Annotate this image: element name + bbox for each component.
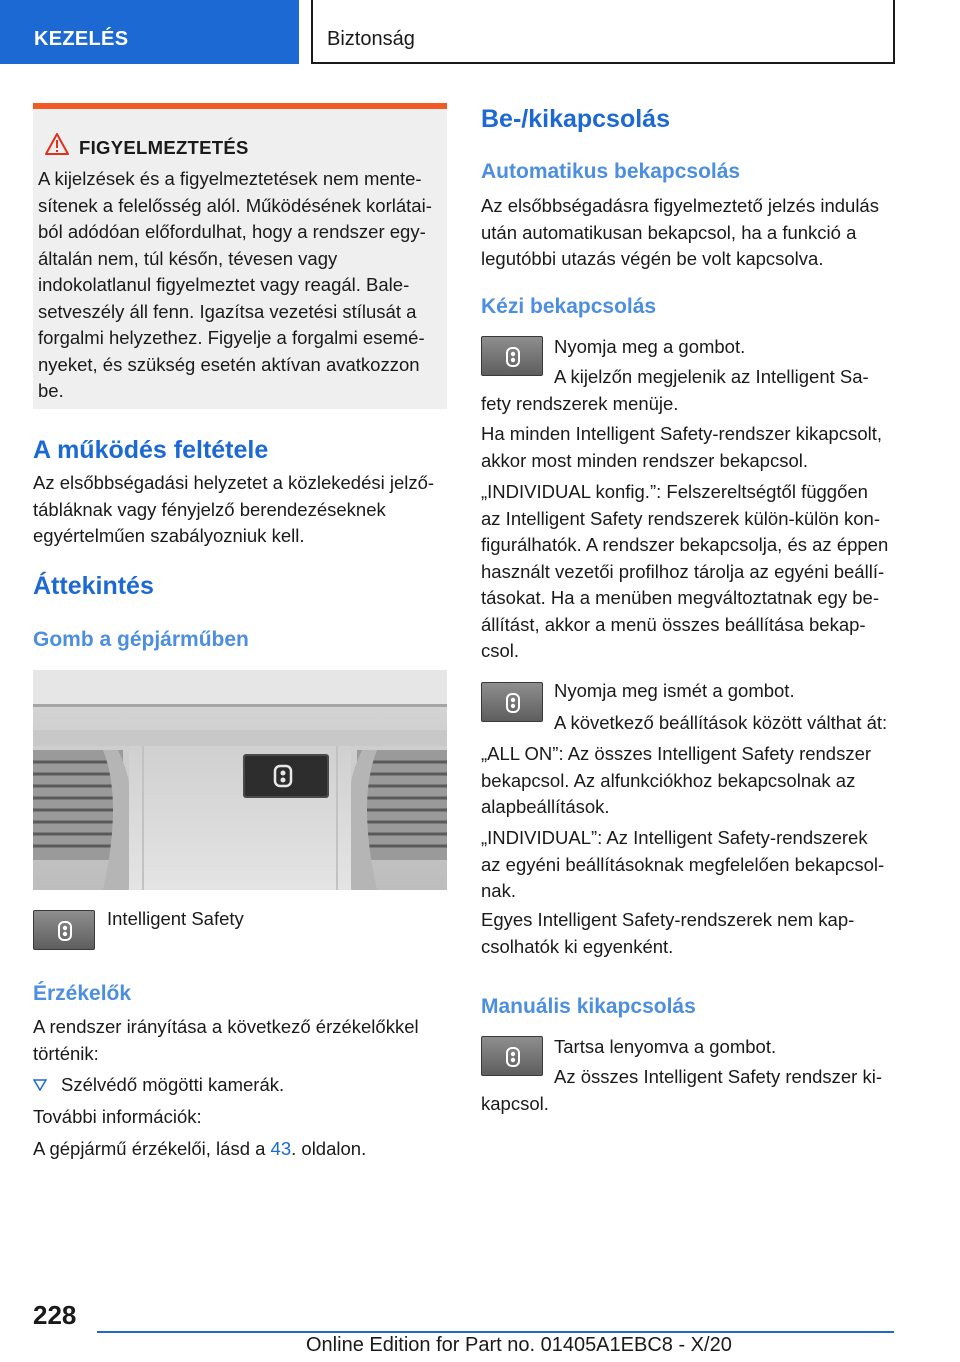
triangle-bullet-icon <box>33 1079 47 1091</box>
hold-button-text: Tartsa lenyomva a gombot. <box>554 1036 777 1057</box>
text-line: Egyes Intelligent Safety-rendszerek nem kap- <box>481 909 855 930</box>
bullet-item: Szélvédő mögötti kamerák. <box>61 1074 285 1095</box>
text-line: bekapcsol. Az alfunkciókhoz bekapcsolnak az <box>481 769 856 791</box>
menu-text-line1: A kijelzőn megjelenik az Intelligent Sa- <box>554 366 869 387</box>
text-line: történik: <box>33 1042 99 1064</box>
individual-text <box>481 825 897 905</box>
heading-manual-off: Manuális kikapcsolás <box>481 995 696 1018</box>
text-line: „ALL ON”: Az összes Intelligent Safety rendszer <box>481 743 872 764</box>
warning-line: setveszély áll fenn. Igazítsa vezetési stílusát a <box>38 300 417 322</box>
header-chapter-tab <box>311 0 895 64</box>
text-line: alapbeállítások. <box>481 796 610 817</box>
warning-line: A kijelzések és a figyelmeztetések nem mente- <box>38 168 422 189</box>
reference-prefix: A gépjármű érzékelői, lásd a <box>33 1138 271 1159</box>
heading-overview: Áttekintés <box>33 572 154 600</box>
all-off-line2: kapcsol. <box>481 1093 549 1114</box>
footer-divider <box>97 1331 894 1333</box>
text-line: egyértelműen szabályozniuk kell. <box>33 525 305 546</box>
text-line: figurálhatók. A rendszer bekapcsolja, és az éppen <box>481 534 889 555</box>
some-systems-text <box>481 907 897 960</box>
text-line: tábláknak vagy fényjelző berendezéseknek <box>33 498 386 520</box>
more-info-text: További információk: <box>33 1106 202 1127</box>
heading-sensors: Érzékelők <box>33 982 132 1005</box>
reference-text <box>33 1136 366 1163</box>
auto-on-text <box>481 193 897 273</box>
text-line: használt vezetői profilhoz tárolja az egyéni beállí- <box>481 560 885 582</box>
text-line: „INDIVIDUAL konfig.”: Felszereltségtől függően <box>481 481 868 502</box>
text-line: A rendszer irányítása a következő érzékelőkkel <box>33 1016 419 1037</box>
warning-line: nyeket, és szükség esetén aktívan avatkozzon <box>38 353 420 375</box>
heading-auto-on: Automatikus bekapcsolás <box>481 160 741 183</box>
text-line: legutóbbi utazás végén be volt kapcsolva. <box>481 248 824 269</box>
warning-line: sítenek a felelősség alól. Működésének korlátai- <box>38 194 432 216</box>
warning-line: indokolatlanul figyelmeztet vagy reagál. Bale- <box>38 274 410 295</box>
all-off-text <box>481 421 897 474</box>
menu-text-line2: fety rendszerek menüje. <box>481 393 679 414</box>
text-line: állítást, akkor a menü összes beállítása bekap- <box>481 613 866 635</box>
conditions-text <box>33 470 447 550</box>
warning-text <box>38 166 448 405</box>
text-line: az egyéni beállításoknak megfelelően bekapcsol- <box>481 853 885 875</box>
page-reference-link[interactable]: 43 <box>270 1138 292 1159</box>
text-line: csol. <box>481 640 520 661</box>
header-section-label: KEZELÉS <box>34 28 129 50</box>
text-line: „INDIVIDUAL”: Az Intelligent Safety-rendszerek <box>481 827 868 848</box>
heading-conditions: A működés feltétele <box>33 436 269 464</box>
text-line: Az elsőbbségadási helyzetet a közlekedési jelző- <box>33 472 435 493</box>
text-line: akkor most minden rendszer bekapcsol. <box>481 449 808 471</box>
dashboard-button-photo <box>33 670 447 890</box>
warning-line: ból adódóan előfordulhat, hogy a rendszer egy- <box>38 221 426 242</box>
edition-text: Online Edition for Part no. 01405A1EBC8 - X/20 <box>306 1334 732 1356</box>
press-again-text: Nyomja meg ismét a gombot. <box>554 680 795 701</box>
heading-manual-on: Kézi bekapcsolás <box>481 295 657 318</box>
intelligent-safety-button-icon <box>481 682 543 722</box>
text-line: nak. <box>481 880 516 901</box>
text-line: után automatikusan bekapcsol, ha a funkció a <box>481 221 857 243</box>
text-line: Az elsőbbségadásra figyelmeztető jelzés indulás <box>481 195 879 216</box>
all-on-text <box>481 741 897 821</box>
warning-line: forgalmi helyzethez. Figyelje a forgalmi esemé- <box>38 327 425 348</box>
header-chapter-label: Biztonság <box>327 28 415 50</box>
text-line: Ha minden Intelligent Safety-rendszer kikapcsolt, <box>481 423 883 444</box>
text-line: csolhatók ki egyenként. <box>481 935 674 957</box>
intelligent-safety-button-icon <box>33 910 95 950</box>
button-caption: Intelligent Safety <box>107 908 244 929</box>
individual-config-text <box>481 479 897 665</box>
text-line: az Intelligent Safety rendszerek külön-külön kon- <box>481 507 880 529</box>
reference-suffix: . oldalon. <box>291 1138 367 1159</box>
intelligent-safety-button-icon <box>481 336 543 376</box>
warning-box <box>33 103 447 409</box>
intelligent-safety-button-icon <box>481 1036 543 1076</box>
warning-line: be. <box>38 380 64 401</box>
header-section-tab <box>0 0 299 64</box>
all-off-line1: Az összes Intelligent Safety rendszer ki- <box>554 1066 883 1087</box>
text-line: tásokat. Ha a menüben megváltoztatnak egy be- <box>481 587 879 608</box>
heading-on-off: Be-/kikapcsolás <box>481 105 670 133</box>
press-button-text: Nyomja meg a gombot. <box>554 336 746 357</box>
page-number: 228 <box>33 1300 77 1330</box>
warning-line: általán nem, túl későn, tévesen vagy <box>38 247 338 269</box>
warning-title: FIGYELMEZTETÉS <box>79 137 249 158</box>
heading-button-in-vehicle: Gomb a gépjárműben <box>33 628 249 651</box>
switch-between-text: A következő beállítások között válthat át: <box>554 712 888 733</box>
sensors-text <box>33 1014 447 1067</box>
warning-triangle-icon <box>45 133 69 155</box>
